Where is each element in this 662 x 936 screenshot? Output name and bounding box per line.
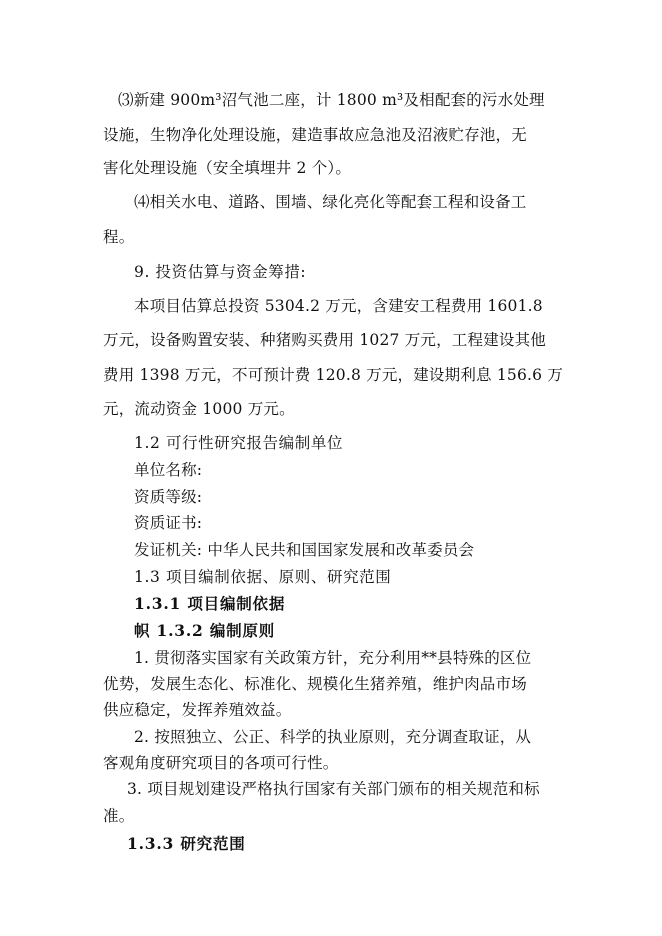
text-line-4: ⑷相关水电、道路、围墙、绿化亮化等配套工程和设备工	[134, 193, 527, 211]
principle-3-line-1: 3. 项目规划建设严格执行国家有关部门颁布的相关规范和标	[127, 780, 540, 798]
principle-2-line-2: 客观角度研究项目的各项可行性。	[103, 754, 339, 772]
subheading-1-3-2: 帜 1.3.2 编制原则	[134, 621, 276, 640]
text-line-3: 害化处理设施（安全填埋井 2 个）。	[103, 159, 352, 177]
section-heading-1-3: 1.3 项目编制依据、原则、研究范围	[134, 568, 392, 586]
text-line-1: ⑶新建 900m³沼气池二座，计 1800 m³及相配套的污水处理	[118, 91, 545, 109]
text-line-10: 元，流动资金 1000 万元。	[103, 400, 295, 418]
text-line-2: 设施，生物净化处理设施，建造事故应急池及沼液贮存池，无	[103, 126, 527, 144]
text-line-7: 本项目估算总投资 5304.2 万元，含建安工程费用 1601.8	[134, 297, 543, 315]
text-line-9: 费用 1398 万元，不可预计费 120.8 万元，建设期利息 156.6 万	[103, 366, 564, 384]
qualification-certificate-label: 资质证书:	[134, 514, 203, 532]
principle-2-line-1: 2. 按照独立、公正、科学的执业原则，充分调查取证，从	[134, 728, 532, 746]
issuing-authority-line: 发证机关: 中华人民共和国国家发展和改革委员会	[134, 541, 475, 559]
text-line-5: 程。	[103, 228, 135, 246]
subheading-1-3-3: 1.3.3 研究范围	[127, 834, 246, 853]
section-heading-investment: 9. 投资估算与资金筹措:	[134, 263, 307, 281]
qualification-level-label: 资质等级:	[134, 488, 203, 506]
subheading-1-3-1: 1.3.1 项目编制依据	[134, 594, 286, 613]
principle-1-line-2: 优势，发展生态化、标准化、规模化生猪养殖，维护肉品市场	[103, 675, 527, 693]
principle-1-line-3: 供应稳定，发挥养殖效益。	[103, 701, 292, 719]
unit-name-label: 单位名称:	[134, 461, 203, 479]
text-line-8: 万元，设备购置安装、种猪购买费用 1027 万元，工程建设其他	[103, 331, 547, 349]
principle-1-line-1: 1. 贯彻落实国家有关政策方针，充分利用**县特殊的区位	[134, 649, 532, 667]
section-heading-1-2: 1.2 可行性研究报告编制单位	[134, 434, 344, 452]
principle-3-line-2: 准。	[103, 807, 135, 825]
